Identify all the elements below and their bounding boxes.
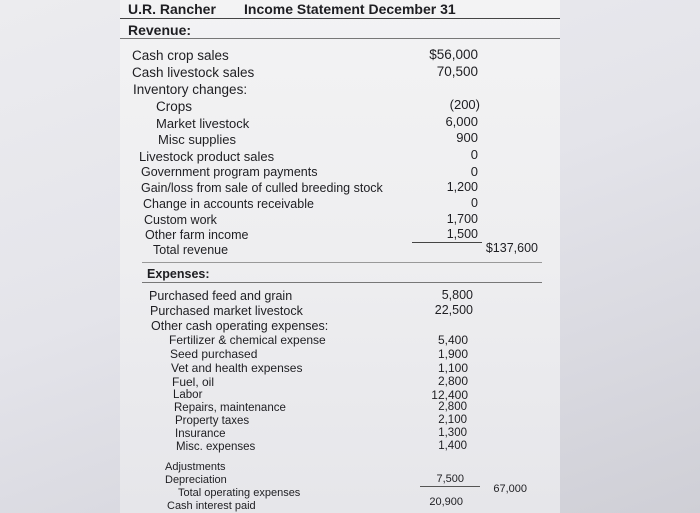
- fuel-value: 2,800: [437, 374, 468, 388]
- fuel-label: Fuel, oil: [172, 375, 215, 389]
- crops-value: (200): [449, 97, 480, 112]
- cash-livestock-sales-value: 70,500: [436, 64, 478, 79]
- market-livestock-value: 6,000: [445, 114, 478, 129]
- fertilizer-value: 5,400: [437, 333, 468, 347]
- statement-title: Income Statement December 31: [244, 1, 456, 17]
- cash-interest-value: 20,900: [429, 496, 463, 508]
- other-cash-operating-label: Other cash operating expenses:: [151, 319, 329, 333]
- change-in-ar-label: Change in accounts receivable: [143, 197, 314, 211]
- gain-loss-culled-value: 1,200: [446, 180, 478, 194]
- company-name: U.R. Rancher: [128, 1, 216, 17]
- header-rule: [120, 18, 560, 19]
- subtotal-rule: [412, 242, 482, 243]
- property-taxes-label: Property taxes: [175, 415, 250, 427]
- statement-sheet: [120, 0, 560, 513]
- fertilizer-label: Fertilizer & chemical expense: [169, 333, 326, 347]
- change-in-ar-value: 0: [471, 196, 478, 210]
- inventory-changes-label: Inventory changes:: [133, 82, 248, 97]
- misc-supplies-label: Misc supplies: [158, 132, 237, 147]
- revenue-heading: Revenue:: [128, 22, 192, 38]
- livestock-product-sales-value: 0: [470, 147, 478, 162]
- revenue-rule: [120, 38, 560, 39]
- expenses-rule: [142, 282, 542, 283]
- vet-value: 1,100: [437, 361, 468, 375]
- cash-crop-sales-value: $56,000: [429, 47, 478, 62]
- livestock-product-sales-label: Livestock product sales: [139, 149, 275, 164]
- adjustments-label: Adjustments: [165, 461, 226, 473]
- cash-crop-sales-label: Cash crop sales: [132, 48, 229, 63]
- purchased-market-livestock-value: 22,500: [434, 303, 473, 317]
- custom-work-value: 1,700: [446, 212, 478, 226]
- custom-work-label: Custom work: [144, 213, 217, 227]
- total-revenue-label: Total revenue: [153, 243, 229, 257]
- insurance-label: Insurance: [175, 428, 226, 440]
- purchased-feed-value: 5,800: [441, 288, 473, 302]
- seed-value: 1,900: [437, 347, 468, 361]
- depreciation-rule: [420, 486, 480, 487]
- gain-loss-culled-label: Gain/loss from sale of culled breeding stock: [141, 181, 383, 195]
- depreciation-label: Depreciation: [165, 474, 227, 486]
- other-farm-income-value: 1,500: [446, 227, 478, 241]
- seed-label: Seed purchased: [170, 347, 258, 361]
- purchased-market-livestock-label: Purchased market livestock: [150, 304, 303, 318]
- depreciation-value: 7,500: [436, 473, 464, 485]
- total-revenue-value: $137,600: [485, 241, 538, 255]
- purchased-feed-label: Purchased feed and grain: [149, 289, 293, 303]
- labor-value: 12,400: [431, 388, 468, 402]
- expenses-top-rule: [142, 262, 542, 263]
- government-program-payments-label: Government program payments: [141, 165, 318, 179]
- misc-expenses-value: 1,400: [438, 440, 467, 452]
- misc-supplies-value: 900: [456, 130, 478, 145]
- total-operating-value: 67,000: [493, 483, 527, 495]
- repairs-value: 2,800: [438, 401, 467, 413]
- expenses-heading: Expenses:: [147, 267, 210, 281]
- government-program-payments-value: 0: [470, 164, 478, 179]
- market-livestock-label: Market livestock: [156, 116, 250, 131]
- insurance-value: 1,300: [438, 427, 467, 439]
- crops-label: Crops: [156, 99, 193, 114]
- other-farm-income-label: Other farm income: [145, 228, 249, 242]
- cash-interest-label: Cash interest paid: [167, 500, 256, 512]
- misc-expenses-label: Misc. expenses: [176, 441, 256, 453]
- cash-livestock-sales-label: Cash livestock sales: [132, 65, 255, 80]
- labor-label: Labor: [173, 389, 203, 401]
- vet-label: Vet and health expenses: [171, 361, 303, 375]
- property-taxes-value: 2,100: [438, 414, 467, 426]
- total-operating-label: Total operating expenses: [178, 487, 301, 499]
- repairs-label: Repairs, maintenance: [174, 402, 286, 414]
